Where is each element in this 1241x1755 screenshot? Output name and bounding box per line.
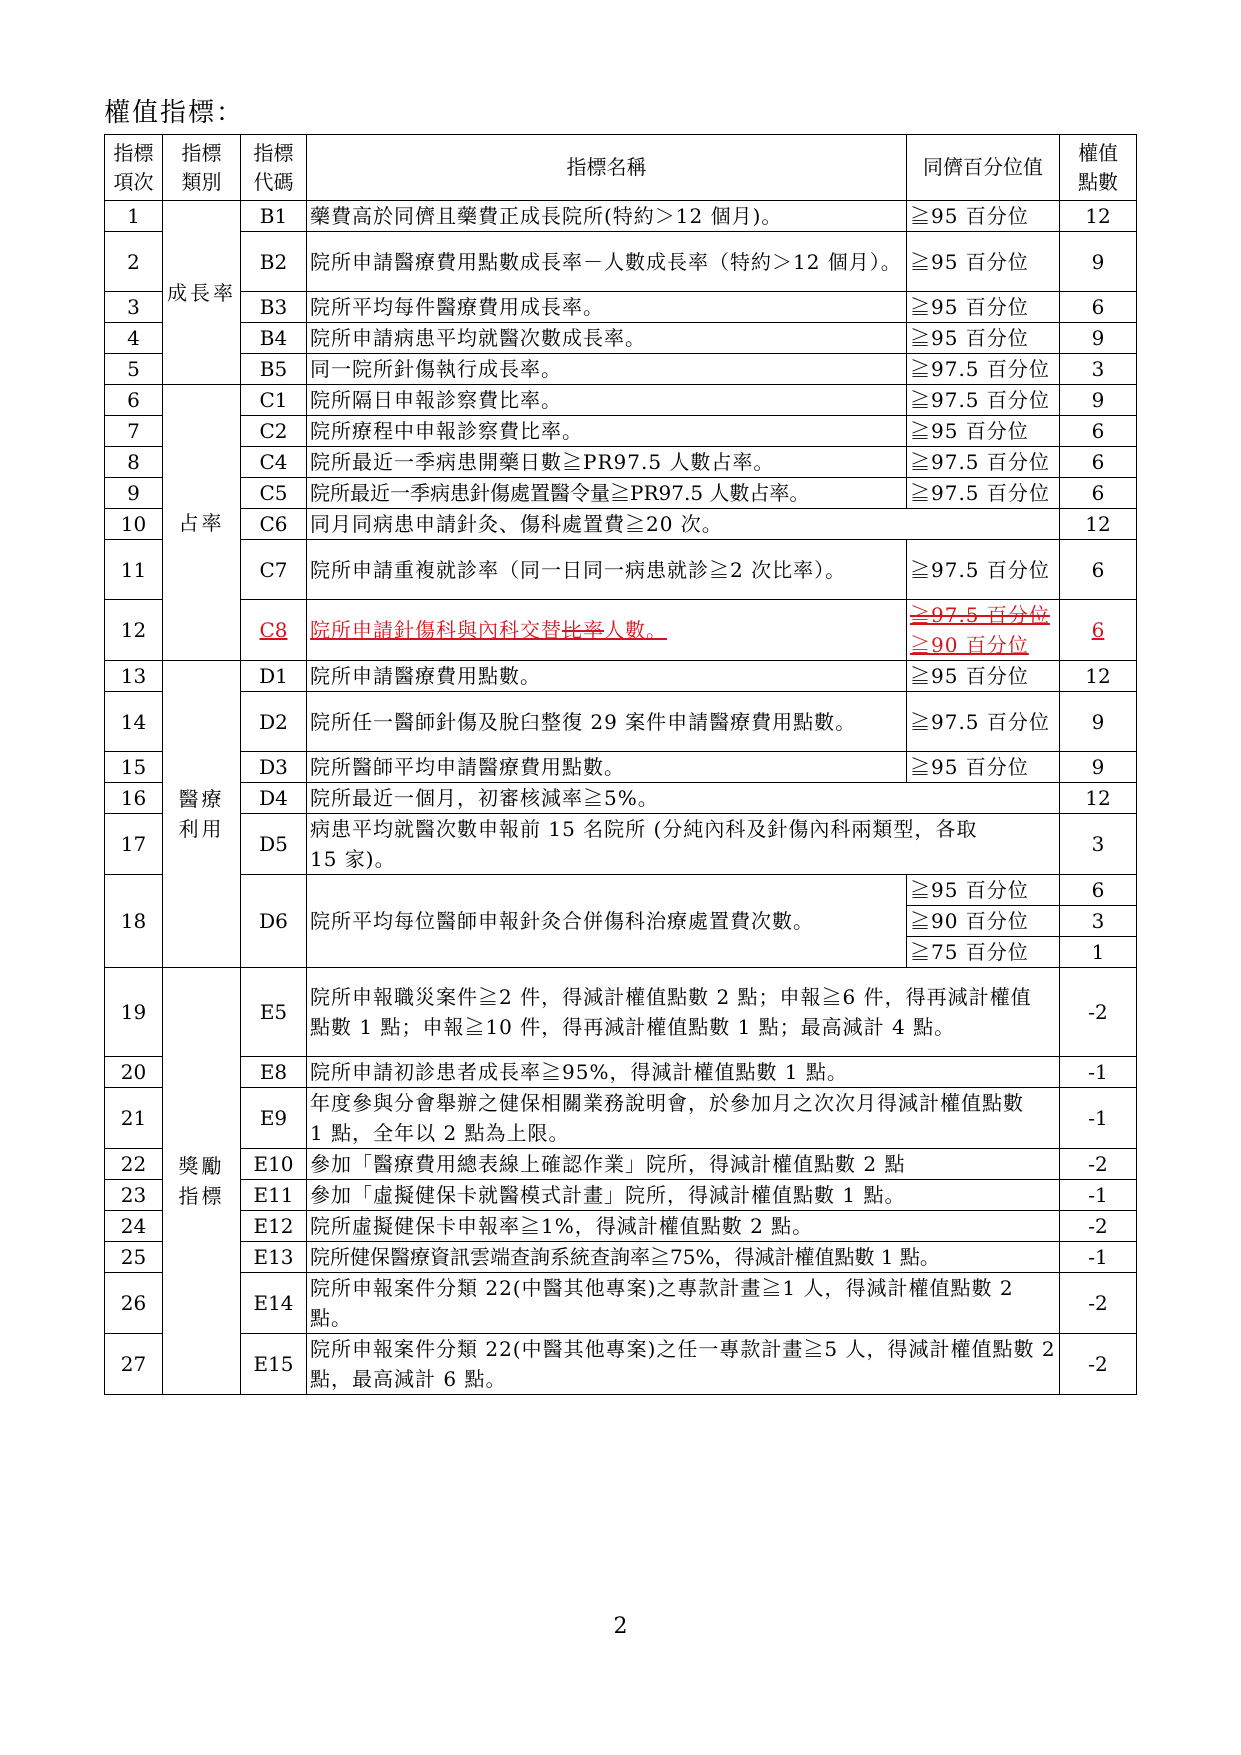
- item-no: 17: [105, 814, 163, 875]
- indicator-name: 院所平均每位醫師申報針灸合併傷科治療處置費次數。: [307, 875, 907, 968]
- weight-points: -2: [1060, 1211, 1137, 1242]
- header-code: 指標 代碼: [241, 135, 307, 201]
- table-header-row: [105, 135, 1137, 201]
- table-row: [105, 1273, 1137, 1334]
- header-name: 指標名稱: [307, 135, 907, 201]
- indicator-name: 同一院所針傷執行成長率。: [307, 354, 907, 385]
- indicator-code: E13: [241, 1242, 307, 1273]
- table-row: [105, 783, 1137, 814]
- indicator-code: C5: [241, 478, 307, 509]
- indicator-name: 院所申請病患平均就醫次數成長率。: [307, 323, 907, 354]
- item-no: 21: [105, 1088, 163, 1149]
- indicator-code: E12: [241, 1211, 307, 1242]
- item-no: 4: [105, 323, 163, 354]
- item-no: 12: [105, 600, 163, 661]
- category-reward: 獎勵 指標: [163, 968, 241, 1395]
- indicator-code: B4: [241, 323, 307, 354]
- indicator-code: E9: [241, 1088, 307, 1149]
- table-row-revised: [105, 600, 1137, 661]
- table-row: [105, 292, 1137, 323]
- indicator-name: 院所任一醫師針傷及脫臼整復 29 案件申請醫療費用點數。: [307, 692, 907, 752]
- item-no: 20: [105, 1057, 163, 1088]
- item-no: 11: [105, 540, 163, 600]
- table-row: [105, 1088, 1137, 1149]
- indicator-name: 同月同病患申請針灸、傷科處置費≧20 次。: [307, 509, 1060, 540]
- item-no: 1: [105, 201, 163, 232]
- indicator-name: 院所申報職災案件≧2 件，得減計權值點數 2 點；申報≧6 件，得再減計權值點數 1 點；申報≧10 件，得再減計權值點數 1 點；最高減計 4 點。: [307, 968, 1060, 1057]
- indicator-name: 院所申請醫療費用點數成長率－人數成長率（特約＞12 個月）。: [307, 232, 907, 292]
- weight-points: 6: [1060, 478, 1137, 509]
- item-no: 15: [105, 752, 163, 783]
- percentile-value: ≧97.5 百分位: [907, 354, 1060, 385]
- table-row: [105, 509, 1137, 540]
- indicator-name: 參加「虛擬健保卡就醫模式計畫」院所，得減計權值點數 1 點。: [307, 1180, 1060, 1211]
- weight-points: 6: [1060, 540, 1137, 600]
- table-row: [105, 661, 1137, 692]
- item-no: 16: [105, 783, 163, 814]
- weight-points: -2: [1060, 1334, 1137, 1395]
- percentile-value: ≧95 百分位: [907, 661, 1060, 692]
- weight-points: 3: [1060, 814, 1137, 875]
- weight-points: 12: [1060, 783, 1137, 814]
- indicator-name: 院所最近一季病患針傷處置醫令量≧PR97.5 人數占率。: [307, 478, 907, 509]
- weight-points: 3: [1060, 354, 1137, 385]
- table-row: [105, 692, 1137, 752]
- indicator-name: 院所醫師平均申請醫療費用點數。: [307, 752, 907, 783]
- indicator-name: 院所申請醫療費用點數。: [307, 661, 907, 692]
- weight-points: -2: [1060, 1149, 1137, 1180]
- category-usage: 醫療 利用: [163, 661, 241, 968]
- item-no: 24: [105, 1211, 163, 1242]
- indicator-name: 院所申報案件分類 22(中醫其他專案)之專款計畫≧1 人，得減計權值點數 2 點。: [307, 1273, 1060, 1334]
- indicator-code: B1: [241, 201, 307, 232]
- indicator-code: E11: [241, 1180, 307, 1211]
- name-deleted-text: 比率: [562, 618, 604, 642]
- table-row: [105, 478, 1137, 509]
- weight-points: -1: [1060, 1242, 1137, 1273]
- item-no: 5: [105, 354, 163, 385]
- indicator-name: 參加「醫療費用總表線上確認作業」院所，得減計權值點數 2 點: [307, 1149, 1060, 1180]
- weight-points: 9: [1060, 323, 1137, 354]
- weight-points: -1: [1060, 1057, 1137, 1088]
- item-no: 25: [105, 1242, 163, 1273]
- weight-points: 1: [1060, 937, 1137, 968]
- indicator-code: C6: [241, 509, 307, 540]
- table-row: [105, 1211, 1137, 1242]
- indicator-code: D3: [241, 752, 307, 783]
- table-row: [105, 968, 1137, 1057]
- indicator-code: B3: [241, 292, 307, 323]
- header-item-no: 指標 項次: [105, 135, 163, 201]
- percentile-value: ≧97.5 百分位: [907, 692, 1060, 752]
- indicator-name: [307, 600, 907, 661]
- indicator-code: D2: [241, 692, 307, 752]
- percentile-value: ≧75 百分位: [907, 937, 1060, 968]
- weight-points: 12: [1060, 661, 1137, 692]
- percentile-value: ≧95 百分位: [907, 201, 1060, 232]
- indicator-name: 院所平均每件醫療費用成長率。: [307, 292, 907, 323]
- weight-indicator-table: [104, 134, 1137, 1395]
- item-no: 18: [105, 875, 163, 968]
- percentile-value: ≧97.5 百分位: [907, 540, 1060, 600]
- weight-points: 9: [1060, 232, 1137, 292]
- indicator-code: E15: [241, 1334, 307, 1395]
- indicator-name: 藥費高於同儕且藥費正成長院所(特約＞12 個月)。: [307, 201, 907, 232]
- weight-points: 6: [1060, 292, 1137, 323]
- percentile-value: ≧95 百分位: [907, 752, 1060, 783]
- name-text: 人數。: [604, 618, 667, 642]
- page-heading: 權值指標：: [104, 98, 245, 128]
- weight-points: 9: [1060, 385, 1137, 416]
- table-row: [105, 1057, 1137, 1088]
- indicator-name: 院所隔日申報診察費比率。: [307, 385, 907, 416]
- table-row: [105, 354, 1137, 385]
- percentile-value: [907, 600, 1060, 661]
- indicator-code: E10: [241, 1149, 307, 1180]
- item-no: 9: [105, 478, 163, 509]
- table-row: [105, 447, 1137, 478]
- item-no: 19: [105, 968, 163, 1057]
- indicator-code: E8: [241, 1057, 307, 1088]
- percentile-value: ≧95 百分位: [907, 416, 1060, 447]
- item-no: 13: [105, 661, 163, 692]
- percentile-value: ≧95 百分位: [907, 292, 1060, 323]
- weight-points: 12: [1060, 509, 1137, 540]
- item-no: 14: [105, 692, 163, 752]
- table-row: [105, 201, 1137, 232]
- indicator-name: 病患平均就醫次數申報前 15 名院所 (分純內科及針傷內科兩類型，各取 15 家)。: [307, 814, 1060, 875]
- weight-points: 9: [1060, 692, 1137, 752]
- indicator-code: D4: [241, 783, 307, 814]
- indicator-name: 院所申請初診患者成長率≧95%，得減計權值點數 1 點。: [307, 1057, 1060, 1088]
- item-no: 27: [105, 1334, 163, 1395]
- table-row: [105, 814, 1137, 875]
- indicator-name: 院所申請重複就診率（同一日同一病患就診≧2 次比率）。: [307, 540, 907, 600]
- indicator-name: 院所健保醫療資訊雲端查詢系統查詢率≧75%，得減計權值點數 1 點。: [307, 1242, 1060, 1273]
- indicator-code: C8: [241, 600, 307, 661]
- indicator-name: 年度參與分會舉辦之健保相關業務說明會，於參加月之次次月得減計權值點數 1 點，全年以 2 點為上限。: [307, 1088, 1060, 1149]
- item-no: 3: [105, 292, 163, 323]
- indicator-name: 院所申報案件分類 22(中醫其他專案)之任一專款計畫≧5 人，得減計權值點數 2 點，最高減計 6 點。: [307, 1334, 1060, 1395]
- item-no: 2: [105, 232, 163, 292]
- table-row: [105, 1334, 1137, 1395]
- weight-points: 6: [1060, 447, 1137, 478]
- indicator-name: 院所療程中申報診察費比率。: [307, 416, 907, 447]
- table-row: [105, 1180, 1137, 1211]
- weight-points: 9: [1060, 752, 1137, 783]
- indicator-code: E14: [241, 1273, 307, 1334]
- indicator-code: D6: [241, 875, 307, 968]
- indicator-name: 院所最近一個月，初審核減率≧5%。: [307, 783, 1060, 814]
- table-row: [105, 323, 1137, 354]
- percentile-value: ≧97.5 百分位: [907, 385, 1060, 416]
- item-no: 23: [105, 1180, 163, 1211]
- percentile-old: ≧97.5 百分位: [910, 603, 1050, 627]
- weight-points: 6: [1060, 416, 1137, 447]
- item-no: 7: [105, 416, 163, 447]
- indicator-code: C1: [241, 385, 307, 416]
- weight-points: -1: [1060, 1088, 1137, 1149]
- table-row: [105, 540, 1137, 600]
- indicator-name: 院所虛擬健保卡申報率≧1%，得減計權值點數 2 點。: [307, 1211, 1060, 1242]
- weight-points: -1: [1060, 1180, 1137, 1211]
- indicator-code: B5: [241, 354, 307, 385]
- indicator-code: E5: [241, 968, 307, 1057]
- name-text: 院所申請針傷科與內科交替: [310, 618, 562, 642]
- weight-points: 3: [1060, 906, 1137, 937]
- table-row: [105, 1242, 1137, 1273]
- table-row: [105, 752, 1137, 783]
- indicator-code: C4: [241, 447, 307, 478]
- item-no: 26: [105, 1273, 163, 1334]
- category-share: 占率: [163, 385, 241, 661]
- percentile-value: ≧97.5 百分位: [907, 478, 1060, 509]
- table-row: [105, 1149, 1137, 1180]
- item-no: 22: [105, 1149, 163, 1180]
- weight-points: 6: [1060, 600, 1137, 661]
- percentile-value: ≧95 百分位: [907, 323, 1060, 354]
- category-growth: 成長率: [163, 201, 241, 385]
- table-row: [105, 232, 1137, 292]
- indicator-name: 院所最近一季病患開藥日數≧PR97.5 人數占率。: [307, 447, 907, 478]
- weight-points: -2: [1060, 968, 1137, 1057]
- percentile-value: ≧95 百分位: [907, 875, 1060, 906]
- indicator-code: B2: [241, 232, 307, 292]
- weight-points: -2: [1060, 1273, 1137, 1334]
- indicator-code: D1: [241, 661, 307, 692]
- table-row: [105, 385, 1137, 416]
- header-percentile: 同儕百分位值: [907, 135, 1060, 201]
- percentile-value: ≧90 百分位: [907, 906, 1060, 937]
- page-number: 2: [613, 1614, 628, 1639]
- item-no: 10: [105, 509, 163, 540]
- weight-points: 12: [1060, 201, 1137, 232]
- header-weight: 權值 點數: [1060, 135, 1137, 201]
- table-row: [105, 875, 1137, 906]
- table-row: [105, 416, 1137, 447]
- weight-points: 6: [1060, 875, 1137, 906]
- percentile-value: ≧95 百分位: [907, 232, 1060, 292]
- indicator-code: D5: [241, 814, 307, 875]
- item-no: 6: [105, 385, 163, 416]
- item-no: 8: [105, 447, 163, 478]
- percentile-new: ≧90 百分位: [910, 633, 1029, 657]
- indicator-code: C7: [241, 540, 307, 600]
- indicator-code: C2: [241, 416, 307, 447]
- percentile-value: ≧97.5 百分位: [907, 447, 1060, 478]
- header-category: 指標 類別: [163, 135, 241, 201]
